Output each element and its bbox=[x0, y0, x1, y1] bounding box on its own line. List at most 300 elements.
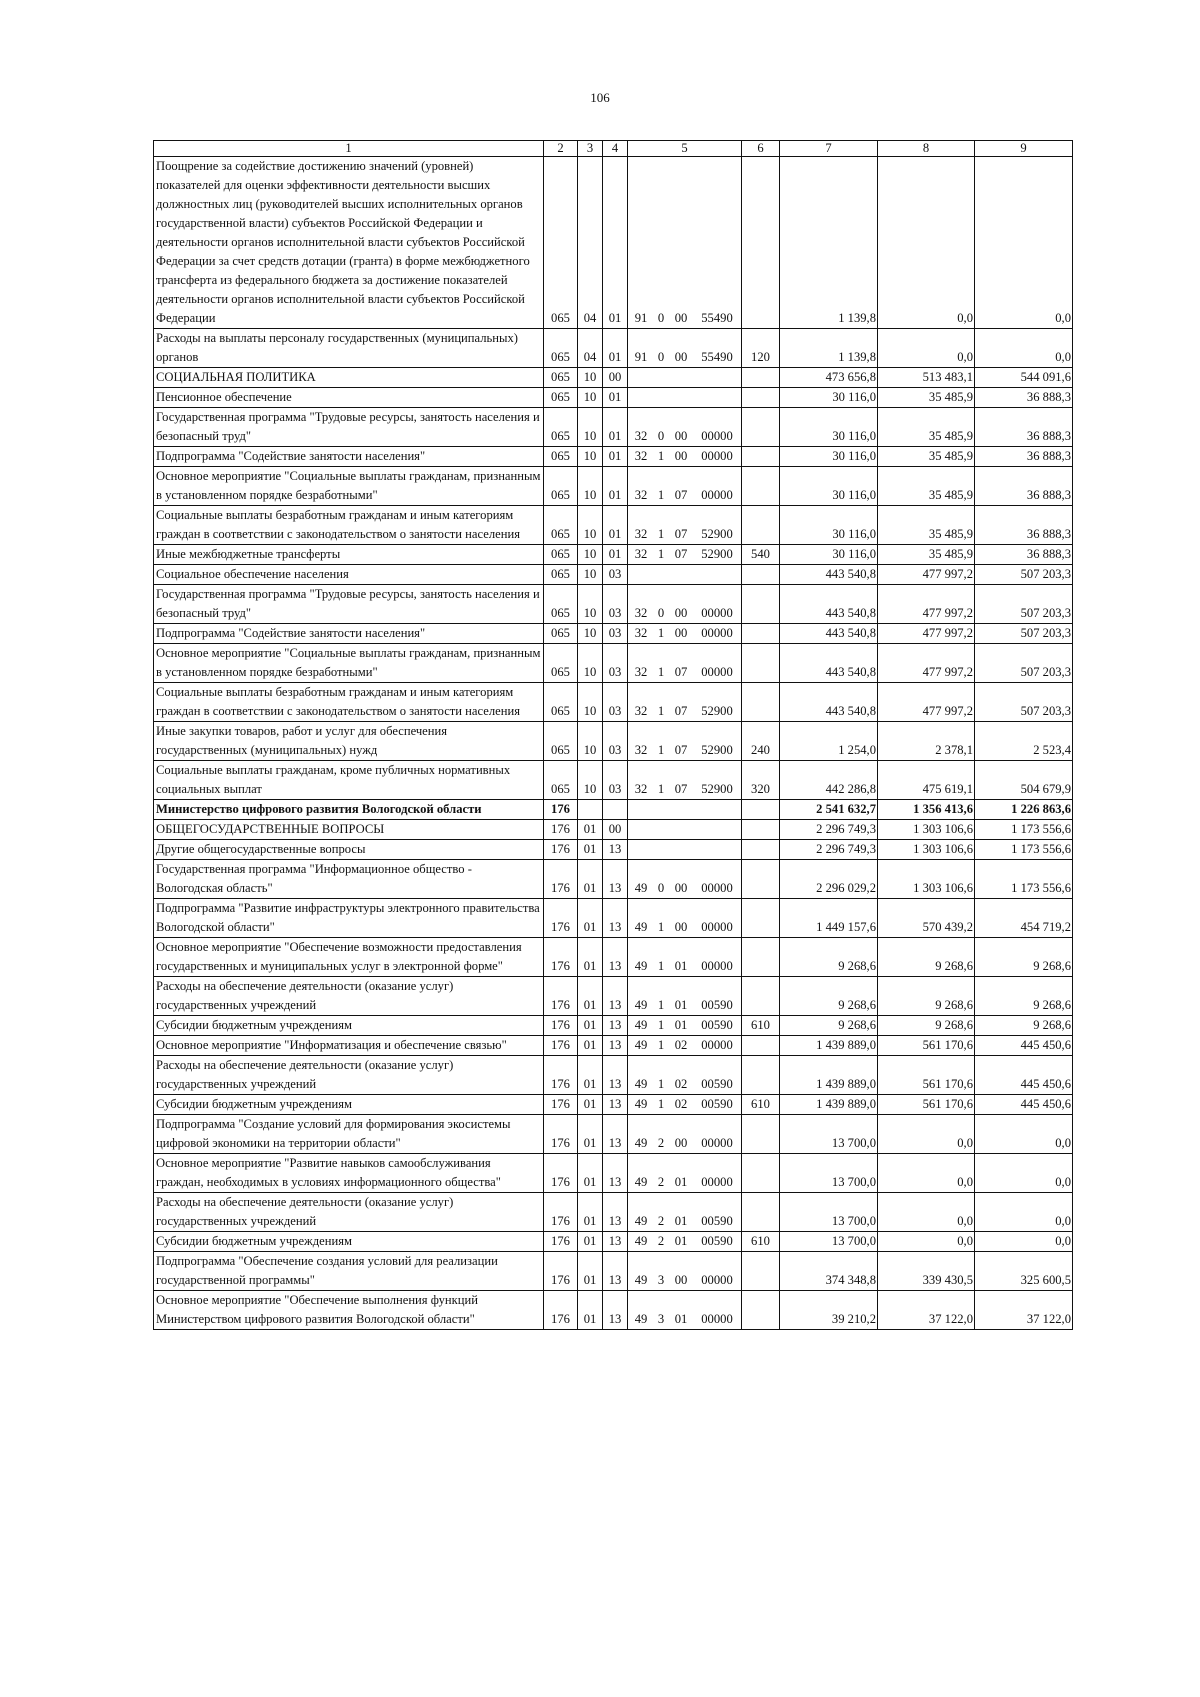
target-article bbox=[628, 368, 742, 388]
expense-type bbox=[742, 820, 780, 840]
target-article-part: 32 bbox=[634, 527, 648, 541]
amount-year-2: 0,0 bbox=[878, 1115, 975, 1154]
code-admin: 176 bbox=[544, 1016, 578, 1036]
code-admin: 065 bbox=[544, 545, 578, 565]
target-article-part: 3 bbox=[657, 1312, 665, 1326]
table-row bbox=[154, 761, 1073, 800]
target-article-part: 49 bbox=[634, 1175, 648, 1189]
target-article-part: 07 bbox=[674, 527, 688, 541]
code-admin: 065 bbox=[544, 408, 578, 447]
expense-type bbox=[742, 447, 780, 467]
code-subsection: 01 bbox=[603, 157, 628, 329]
column-header: 5 bbox=[628, 141, 742, 157]
table-row bbox=[154, 388, 1073, 408]
target-article-parts bbox=[628, 1095, 741, 1114]
target-article-part: 00000 bbox=[701, 1312, 733, 1326]
amount-year-3: 507 203,3 bbox=[975, 624, 1073, 644]
code-admin: 065 bbox=[544, 722, 578, 761]
target-article bbox=[628, 1036, 742, 1056]
table-row bbox=[154, 1056, 1073, 1095]
target-article-part: 00000 bbox=[701, 1136, 733, 1150]
amount-year-2: 0,0 bbox=[878, 157, 975, 329]
row-name: Субсидии бюджетным учреждениям bbox=[154, 1095, 544, 1115]
target-article-part: 00590 bbox=[701, 998, 733, 1012]
row-name: Иные межбюджетные трансферты bbox=[154, 545, 544, 565]
column-header: 3 bbox=[578, 141, 603, 157]
amount-year-2: 1 303 106,6 bbox=[878, 840, 975, 860]
target-article-parts bbox=[628, 1075, 741, 1094]
target-article-part: 1 bbox=[657, 547, 665, 561]
target-article-part: 0 bbox=[657, 606, 665, 620]
target-article-part: 00000 bbox=[701, 449, 733, 463]
code-section: 01 bbox=[578, 1252, 603, 1291]
target-article bbox=[628, 761, 742, 800]
target-article-parts bbox=[628, 1271, 741, 1290]
amount-year-1: 30 116,0 bbox=[780, 388, 878, 408]
amount-year-3: 9 268,6 bbox=[975, 977, 1073, 1016]
amount-year-1: 30 116,0 bbox=[780, 545, 878, 565]
amount-year-2: 0,0 bbox=[878, 1232, 975, 1252]
target-article bbox=[628, 1095, 742, 1115]
page-number: 106 bbox=[590, 90, 610, 105]
code-subsection: 03 bbox=[603, 624, 628, 644]
expense-type bbox=[742, 1036, 780, 1056]
code-admin: 065 bbox=[544, 683, 578, 722]
target-article-part: 01 bbox=[674, 1312, 688, 1326]
expense-type: 120 bbox=[742, 329, 780, 368]
amount-year-2: 513 483,1 bbox=[878, 368, 975, 388]
expense-type bbox=[742, 899, 780, 938]
code-subsection: 13 bbox=[603, 977, 628, 1016]
target-article-part: 00000 bbox=[701, 1175, 733, 1189]
target-article bbox=[628, 840, 742, 860]
amount-year-3: 445 450,6 bbox=[975, 1056, 1073, 1095]
row-name: Социальное обеспечение населения bbox=[154, 565, 544, 585]
code-admin: 065 bbox=[544, 624, 578, 644]
target-article-part: 00 bbox=[674, 350, 688, 364]
code-admin: 065 bbox=[544, 565, 578, 585]
target-article-parts bbox=[628, 348, 741, 367]
amount-year-1: 39 210,2 bbox=[780, 1291, 878, 1330]
code-section: 04 bbox=[578, 157, 603, 329]
target-article-part: 55490 bbox=[701, 311, 733, 325]
code-subsection bbox=[603, 800, 628, 820]
target-article-part: 32 bbox=[634, 429, 648, 443]
table-row bbox=[154, 683, 1073, 722]
code-subsection: 13 bbox=[603, 1115, 628, 1154]
code-section: 04 bbox=[578, 329, 603, 368]
code-section: 01 bbox=[578, 1016, 603, 1036]
amount-year-3: 0,0 bbox=[975, 157, 1073, 329]
expense-type bbox=[742, 157, 780, 329]
table-row bbox=[154, 977, 1073, 1016]
table-row bbox=[154, 644, 1073, 683]
target-article bbox=[628, 506, 742, 545]
amount-year-1: 374 348,8 bbox=[780, 1252, 878, 1291]
row-name: Подпрограмма "Содействие занятости населения" bbox=[154, 624, 544, 644]
code-subsection: 03 bbox=[603, 565, 628, 585]
table-row bbox=[154, 899, 1073, 938]
target-article-part: 32 bbox=[634, 449, 648, 463]
expense-type bbox=[742, 840, 780, 860]
target-article-parts bbox=[628, 1212, 741, 1231]
row-name: Основное мероприятие "Обеспечение выполнения функций Министерством цифрового развития Вологодской области" bbox=[154, 1291, 544, 1330]
table-header bbox=[154, 141, 1073, 157]
code-section bbox=[578, 800, 603, 820]
amount-year-3: 0,0 bbox=[975, 1232, 1073, 1252]
expense-type bbox=[742, 624, 780, 644]
table-row bbox=[154, 467, 1073, 506]
row-name: Пенсионное обеспечение bbox=[154, 388, 544, 408]
amount-year-2: 9 268,6 bbox=[878, 1016, 975, 1036]
code-section: 01 bbox=[578, 899, 603, 938]
code-section: 10 bbox=[578, 467, 603, 506]
amount-year-3: 0,0 bbox=[975, 329, 1073, 368]
target-article-parts bbox=[628, 741, 741, 760]
target-article-part: 01 bbox=[674, 998, 688, 1012]
code-section: 01 bbox=[578, 1036, 603, 1056]
amount-year-3: 36 888,3 bbox=[975, 408, 1073, 447]
target-article bbox=[628, 1056, 742, 1095]
row-name: Основное мероприятие "Информатизация и обеспечение связью" bbox=[154, 1036, 544, 1056]
amount-year-1: 1 449 157,6 bbox=[780, 899, 878, 938]
table-row bbox=[154, 408, 1073, 447]
table-row bbox=[154, 860, 1073, 899]
target-article-part: 07 bbox=[674, 782, 688, 796]
code-section: 10 bbox=[578, 565, 603, 585]
column-header: 1 bbox=[154, 141, 544, 157]
amount-year-3: 1 226 863,6 bbox=[975, 800, 1073, 820]
target-article-part: 00 bbox=[674, 881, 688, 895]
target-article-parts bbox=[628, 780, 741, 799]
expense-type bbox=[742, 368, 780, 388]
row-name: Государственная программа "Трудовые ресурсы, занятость населения и безопасный труд" bbox=[154, 585, 544, 624]
target-article-parts bbox=[628, 1310, 741, 1329]
amount-year-1: 13 700,0 bbox=[780, 1232, 878, 1252]
target-article-part: 3 bbox=[657, 1273, 665, 1287]
amount-year-2: 477 997,2 bbox=[878, 565, 975, 585]
row-name: Основное мероприятие "Социальные выплаты гражданам, признанным в установленном порядке безработными" bbox=[154, 467, 544, 506]
target-article-part: 1 bbox=[657, 1097, 665, 1111]
amount-year-2: 1 356 413,6 bbox=[878, 800, 975, 820]
code-admin: 176 bbox=[544, 860, 578, 899]
amount-year-3: 454 719,2 bbox=[975, 899, 1073, 938]
amount-year-2: 37 122,0 bbox=[878, 1291, 975, 1330]
target-article-part: 49 bbox=[634, 1097, 648, 1111]
row-name: Основное мероприятие "Обеспечение возможности предоставления государственных и муниципальных услуг в электронной форме" bbox=[154, 938, 544, 977]
target-article-part: 00590 bbox=[701, 1097, 733, 1111]
code-admin: 065 bbox=[544, 157, 578, 329]
table-row bbox=[154, 624, 1073, 644]
amount-year-3: 36 888,3 bbox=[975, 467, 1073, 506]
table-row bbox=[154, 157, 1073, 329]
amount-year-2: 477 997,2 bbox=[878, 585, 975, 624]
target-article bbox=[628, 683, 742, 722]
budget-table bbox=[153, 140, 1073, 1330]
amount-year-2: 35 485,9 bbox=[878, 545, 975, 565]
target-article-parts bbox=[628, 427, 741, 446]
code-subsection: 13 bbox=[603, 1095, 628, 1115]
target-article bbox=[628, 157, 742, 329]
target-article-part: 1 bbox=[657, 1077, 665, 1091]
amount-year-3: 325 600,5 bbox=[975, 1252, 1073, 1291]
table-row bbox=[154, 1154, 1073, 1193]
amount-year-2: 35 485,9 bbox=[878, 467, 975, 506]
target-article-part: 0 bbox=[657, 350, 665, 364]
code-section: 01 bbox=[578, 860, 603, 899]
target-article-part: 00 bbox=[674, 429, 688, 443]
target-article-parts bbox=[628, 1232, 741, 1251]
expense-type: 610 bbox=[742, 1095, 780, 1115]
target-article-part: 00 bbox=[674, 449, 688, 463]
code-admin: 176 bbox=[544, 1036, 578, 1056]
code-subsection: 13 bbox=[603, 1291, 628, 1330]
target-article-part: 00590 bbox=[701, 1018, 733, 1032]
amount-year-1: 9 268,6 bbox=[780, 1016, 878, 1036]
table-row bbox=[154, 565, 1073, 585]
target-article-part: 55490 bbox=[701, 350, 733, 364]
target-article-part: 0 bbox=[657, 429, 665, 443]
target-article-parts bbox=[628, 702, 741, 721]
target-article-part: 00 bbox=[674, 1136, 688, 1150]
amount-year-1: 9 268,6 bbox=[780, 938, 878, 977]
amount-year-1: 442 286,8 bbox=[780, 761, 878, 800]
target-article-part: 52900 bbox=[701, 547, 733, 561]
amount-year-3: 0,0 bbox=[975, 1193, 1073, 1232]
amount-year-2: 561 170,6 bbox=[878, 1036, 975, 1056]
target-article-parts bbox=[628, 525, 741, 544]
target-article bbox=[628, 545, 742, 565]
row-name: Основное мероприятие "Социальные выплаты гражданам, признанным в установленном порядке безработными" bbox=[154, 644, 544, 683]
target-article-parts bbox=[628, 879, 741, 898]
table-body bbox=[154, 157, 1073, 1330]
amount-year-3: 36 888,3 bbox=[975, 388, 1073, 408]
target-article bbox=[628, 565, 742, 585]
code-admin: 176 bbox=[544, 977, 578, 1016]
target-article-part: 00 bbox=[674, 920, 688, 934]
target-article-part: 00 bbox=[674, 311, 688, 325]
target-article-part: 00000 bbox=[701, 665, 733, 679]
table-row bbox=[154, 722, 1073, 761]
table-row bbox=[154, 840, 1073, 860]
code-subsection: 13 bbox=[603, 1036, 628, 1056]
target-article bbox=[628, 1232, 742, 1252]
row-name: Социальные выплаты безработным гражданам и иным категориям граждан в соответствии с законодательством о занятости населения bbox=[154, 506, 544, 545]
amount-year-3: 2 523,4 bbox=[975, 722, 1073, 761]
target-article-part: 32 bbox=[634, 606, 648, 620]
code-section: 01 bbox=[578, 1115, 603, 1154]
target-article-parts bbox=[628, 604, 741, 623]
target-article-part: 0 bbox=[657, 311, 665, 325]
column-header: 9 bbox=[975, 141, 1073, 157]
table-row bbox=[154, 447, 1073, 467]
target-article-part: 07 bbox=[674, 704, 688, 718]
amount-year-1: 30 116,0 bbox=[780, 506, 878, 545]
target-article-part: 49 bbox=[634, 998, 648, 1012]
target-article-part: 2 bbox=[657, 1234, 665, 1248]
amount-year-2: 561 170,6 bbox=[878, 1056, 975, 1095]
code-subsection: 13 bbox=[603, 938, 628, 977]
row-name: Иные закупки товаров, работ и услуг для обеспечения государственных (муниципальных) нужд bbox=[154, 722, 544, 761]
code-section: 10 bbox=[578, 585, 603, 624]
code-subsection: 01 bbox=[603, 545, 628, 565]
amount-year-2: 9 268,6 bbox=[878, 977, 975, 1016]
target-article-part: 32 bbox=[634, 665, 648, 679]
amount-year-2: 35 485,9 bbox=[878, 388, 975, 408]
amount-year-1: 1 254,0 bbox=[780, 722, 878, 761]
table-row bbox=[154, 820, 1073, 840]
table-row bbox=[154, 545, 1073, 565]
budget-table-container bbox=[153, 140, 1072, 1330]
code-section: 10 bbox=[578, 545, 603, 565]
code-section: 01 bbox=[578, 1232, 603, 1252]
target-article-part: 1 bbox=[657, 1018, 665, 1032]
code-subsection: 13 bbox=[603, 1154, 628, 1193]
table-row bbox=[154, 1291, 1073, 1330]
expense-type: 540 bbox=[742, 545, 780, 565]
target-article-part: 1 bbox=[657, 998, 665, 1012]
target-article bbox=[628, 1016, 742, 1036]
target-article-part: 49 bbox=[634, 1018, 648, 1032]
target-article-part: 00000 bbox=[701, 1273, 733, 1287]
code-admin: 065 bbox=[544, 506, 578, 545]
row-name: Подпрограмма "Обеспечение создания условий для реализации государственной программы" bbox=[154, 1252, 544, 1291]
amount-year-1: 1 439 889,0 bbox=[780, 1056, 878, 1095]
target-article-part: 32 bbox=[634, 488, 648, 502]
code-subsection: 13 bbox=[603, 1056, 628, 1095]
row-name: Подпрограмма "Создание условий для формирования экосистемы цифровой экономики на территории области" bbox=[154, 1115, 544, 1154]
row-name: Расходы на обеспечение деятельности (оказание услуг) государственных учреждений bbox=[154, 1193, 544, 1232]
code-subsection: 01 bbox=[603, 408, 628, 447]
expense-type bbox=[742, 408, 780, 447]
amount-year-1: 2 541 632,7 bbox=[780, 800, 878, 820]
target-article-part: 07 bbox=[674, 743, 688, 757]
amount-year-1: 1 439 889,0 bbox=[780, 1095, 878, 1115]
expense-type bbox=[742, 1193, 780, 1232]
expense-type bbox=[742, 565, 780, 585]
target-article-parts bbox=[628, 957, 741, 976]
target-article-part: 32 bbox=[634, 547, 648, 561]
target-article-part: 00000 bbox=[701, 1038, 733, 1052]
code-subsection: 03 bbox=[603, 761, 628, 800]
code-admin: 176 bbox=[544, 899, 578, 938]
target-article-parts bbox=[628, 918, 741, 937]
code-admin: 065 bbox=[544, 585, 578, 624]
code-subsection: 01 bbox=[603, 447, 628, 467]
expense-type bbox=[742, 1115, 780, 1154]
amount-year-3: 9 268,6 bbox=[975, 938, 1073, 977]
code-subsection: 03 bbox=[603, 585, 628, 624]
target-article-part: 01 bbox=[674, 1214, 688, 1228]
target-article-part: 49 bbox=[634, 1273, 648, 1287]
amount-year-3: 36 888,3 bbox=[975, 506, 1073, 545]
amount-year-2: 561 170,6 bbox=[878, 1095, 975, 1115]
table-row bbox=[154, 506, 1073, 545]
target-article-part: 1 bbox=[657, 665, 665, 679]
target-article bbox=[628, 644, 742, 683]
header-row bbox=[154, 141, 1073, 157]
target-article-part: 00590 bbox=[701, 1234, 733, 1248]
amount-year-1: 443 540,8 bbox=[780, 565, 878, 585]
amount-year-1: 30 116,0 bbox=[780, 447, 878, 467]
target-article bbox=[628, 899, 742, 938]
target-article bbox=[628, 1193, 742, 1232]
target-article-parts bbox=[628, 1036, 741, 1055]
amount-year-3: 507 203,3 bbox=[975, 565, 1073, 585]
target-article-parts bbox=[628, 545, 741, 564]
column-header: 7 bbox=[780, 141, 878, 157]
amount-year-2: 1 303 106,6 bbox=[878, 860, 975, 899]
code-subsection: 01 bbox=[603, 467, 628, 506]
expense-type bbox=[742, 644, 780, 683]
target-article-part: 91 bbox=[634, 311, 648, 325]
target-article-part: 07 bbox=[674, 665, 688, 679]
target-article-part: 32 bbox=[634, 743, 648, 757]
table-row bbox=[154, 1036, 1073, 1056]
code-subsection: 01 bbox=[603, 506, 628, 545]
code-subsection: 03 bbox=[603, 644, 628, 683]
amount-year-2: 0,0 bbox=[878, 1154, 975, 1193]
code-admin: 176 bbox=[544, 1154, 578, 1193]
target-article bbox=[628, 820, 742, 840]
column-header: 4 bbox=[603, 141, 628, 157]
amount-year-2: 477 997,2 bbox=[878, 644, 975, 683]
row-name: Подпрограмма "Содействие занятости населения" bbox=[154, 447, 544, 467]
code-admin: 176 bbox=[544, 820, 578, 840]
code-admin: 065 bbox=[544, 644, 578, 683]
target-article bbox=[628, 408, 742, 447]
expense-type bbox=[742, 506, 780, 545]
row-name: СОЦИАЛЬНАЯ ПОЛИТИКА bbox=[154, 368, 544, 388]
row-name: Государственная программа "Трудовые ресурсы, занятость населения и безопасный труд" bbox=[154, 408, 544, 447]
amount-year-3: 504 679,9 bbox=[975, 761, 1073, 800]
code-subsection: 13 bbox=[603, 1252, 628, 1291]
target-article bbox=[628, 585, 742, 624]
amount-year-1: 2 296 749,3 bbox=[780, 820, 878, 840]
amount-year-2: 0,0 bbox=[878, 329, 975, 368]
code-section: 10 bbox=[578, 761, 603, 800]
target-article-part: 1 bbox=[657, 743, 665, 757]
target-article-part: 00000 bbox=[701, 429, 733, 443]
target-article-part: 49 bbox=[634, 1077, 648, 1091]
amount-year-3: 507 203,3 bbox=[975, 683, 1073, 722]
amount-year-1: 13 700,0 bbox=[780, 1115, 878, 1154]
row-name: ОБЩЕГОСУДАРСТВЕННЫЕ ВОПРОСЫ bbox=[154, 820, 544, 840]
row-name: Подпрограмма "Развитие инфраструктуры электронного правительства Вологодской области" bbox=[154, 899, 544, 938]
amount-year-3: 507 203,3 bbox=[975, 585, 1073, 624]
column-header: 2 bbox=[544, 141, 578, 157]
code-admin: 065 bbox=[544, 388, 578, 408]
target-article-part: 00590 bbox=[701, 1214, 733, 1228]
amount-year-3: 36 888,3 bbox=[975, 545, 1073, 565]
amount-year-3: 1 173 556,6 bbox=[975, 820, 1073, 840]
target-article bbox=[628, 467, 742, 506]
amount-year-3: 0,0 bbox=[975, 1154, 1073, 1193]
code-admin: 176 bbox=[544, 1193, 578, 1232]
table-row bbox=[154, 938, 1073, 977]
amount-year-1: 30 116,0 bbox=[780, 467, 878, 506]
code-subsection: 13 bbox=[603, 840, 628, 860]
table-row bbox=[154, 1016, 1073, 1036]
target-article-part: 52900 bbox=[701, 743, 733, 757]
table-row bbox=[154, 1115, 1073, 1154]
amount-year-2: 0,0 bbox=[878, 1193, 975, 1232]
target-article-part: 32 bbox=[634, 782, 648, 796]
code-admin: 176 bbox=[544, 800, 578, 820]
target-article bbox=[628, 722, 742, 761]
target-article-part: 52900 bbox=[701, 782, 733, 796]
target-article-part: 02 bbox=[674, 1077, 688, 1091]
